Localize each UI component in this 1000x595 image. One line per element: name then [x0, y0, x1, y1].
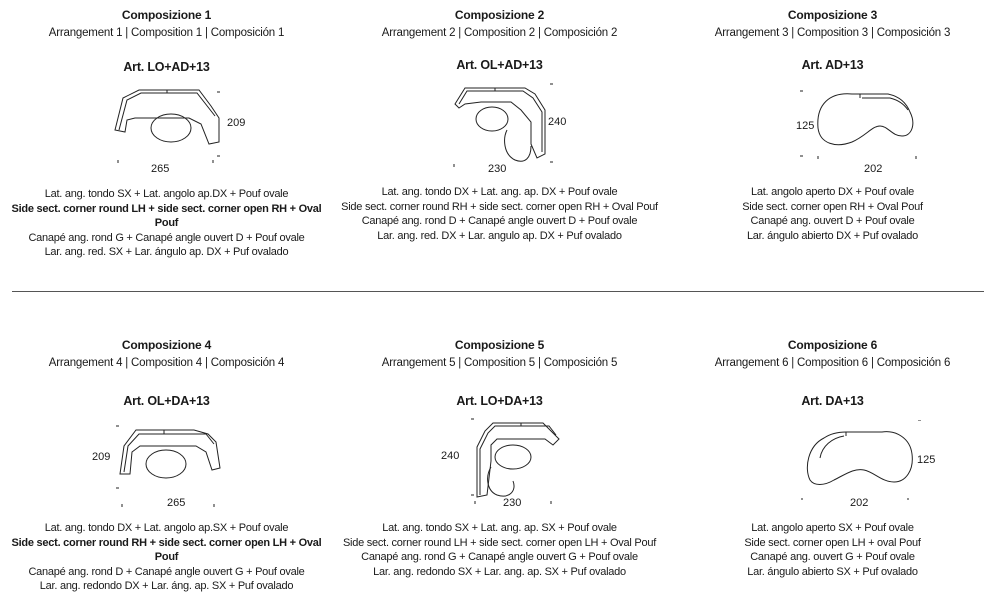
composition-title: Composizione 3	[787, 8, 878, 22]
description-line-es: Lar. ang. redondo SX + Lar. ang. ap. SX + Puf ovalado	[373, 565, 626, 578]
composition-subtitle: Arrangement 5 | Composition 5 | Composición 5	[381, 357, 618, 369]
article-code: Art. LO+AD+13	[123, 60, 210, 74]
description-line-it: Lat. angolo aperto SX + Pouf ovale	[751, 522, 914, 534]
description-line-es: Lar. ang. redondo DX + Lar. áng. ap. SX + Puf ovalado	[39, 580, 294, 592]
description	[666, 185, 999, 243]
sofa-drawing	[800, 420, 930, 500]
sofa-drawing	[463, 417, 573, 507]
description-line-it: Lat. ang. tondo DX + Lat. ang. ap. DX + Pouf ovale	[381, 186, 618, 198]
depth-dimension: 209	[92, 451, 111, 463]
width-dimension: 265	[167, 497, 186, 509]
description-line-es: Lar. ángulo abierto SX + Puf ovalado	[747, 565, 918, 578]
description-line-es: Lar. ángulo abierto DX + Puf ovalado	[746, 229, 919, 242]
description-line-fr: Canapé ang. ouvert D + Pouf ovale	[750, 215, 915, 227]
composition-title: Composizione 2	[454, 8, 545, 22]
composition-subtitle: Arrangement 1 | Composition 1 | Composición 1	[48, 27, 285, 39]
description-line-es: Lar. ang. red. SX + Lar. ángulo ap. DX + Puf ovalado	[44, 246, 289, 258]
description-line-it: Lat. ang. tondo SX + Lat. ang. ap. SX + Pouf ovale	[382, 522, 617, 534]
composition-subtitle: Arrangement 2 | Composition 2 | Composición 2	[381, 27, 618, 39]
description-line-it: Lat. angolo aperto DX + Pouf ovale	[750, 186, 915, 198]
width-dimension: 202	[864, 163, 883, 175]
description-line-en: Side sect. corner round RH + side sect. corner open RH + Oval Pouf	[341, 200, 658, 213]
composition-3	[666, 0, 999, 290]
width-dimension: 230	[488, 163, 507, 175]
composition-title: Composizione 5	[454, 338, 545, 352]
description-line-it: Lat. ang. tondo DX + Lat. angolo ap.SX + Pouf ovale	[44, 522, 289, 534]
description	[333, 521, 666, 579]
description-line-it: Lat. ang. tondo SX + Lat. angolo ap.DX + Pouf ovale	[44, 188, 289, 200]
description	[0, 521, 333, 594]
description	[333, 185, 666, 243]
depth-dimension: 125	[796, 120, 815, 132]
depth-dimension: 125	[917, 454, 936, 466]
composition-title: Composizione 4	[121, 338, 212, 352]
description-line-fr: Canapé ang. rond G + Canapé angle ouvert G + Pouf ovale	[361, 551, 638, 563]
description-line-fr: Canapé ang. ouvert G + Pouf ovale	[750, 551, 915, 563]
description-line-en: Side sect. corner round LH + side sect. corner open RH + Oval Pouf	[11, 202, 322, 229]
description-line-en: Side sect. corner round RH + side sect. corner open LH + Oval Pouf	[11, 536, 322, 563]
description	[666, 521, 999, 579]
composition-title: Composizione 1	[121, 8, 212, 22]
depth-dimension: 240	[548, 116, 567, 128]
width-dimension: 230	[503, 497, 522, 509]
article-code: Art. OL+AD+13	[456, 58, 543, 72]
description-line-fr: Canapé ang. rond G + Canapé angle ouvert D + Pouf ovale	[28, 231, 305, 244]
article-code: Art. LO+DA+13	[456, 394, 543, 408]
description-line-es: Lar. ang. red. DX + Lar. angulo ap. DX + Puf ovalado	[377, 229, 622, 242]
composition-subtitle: Arrangement 4 | Composition 4 | Composición 4	[48, 357, 285, 369]
description-line-en: Side sect. corner open RH + Oval Pouf	[742, 200, 923, 213]
sofa-drawing	[105, 84, 235, 172]
width-dimension: 265	[151, 163, 170, 175]
article-code: Art. DA+13	[801, 394, 864, 408]
row-divider	[12, 291, 984, 292]
composition-4	[0, 330, 333, 595]
depth-dimension: 240	[441, 450, 460, 462]
composition-title: Composizione 6	[787, 338, 878, 352]
sofa-drawing	[796, 84, 926, 164]
composition-1	[0, 0, 333, 290]
composition-subtitle: Arrangement 3 | Composition 3 | Composición 3	[714, 27, 951, 39]
composition-subtitle: Arrangement 6 | Composition 6 | Composición 6	[714, 357, 951, 369]
composition-2	[333, 0, 666, 290]
article-code: Art. AD+13	[801, 58, 864, 72]
width-dimension: 202	[850, 497, 869, 509]
composition-5	[333, 330, 666, 595]
description-line-fr: Canapé ang. rond D + Canapé angle ouvert D + Pouf ovale	[361, 215, 638, 227]
composition-6	[666, 330, 999, 595]
description-line-en: Side sect. corner open LH + oval Pouf	[744, 536, 921, 549]
sofa-drawing	[451, 82, 561, 172]
article-code: Art. OL+DA+13	[123, 394, 210, 408]
description-line-fr: Canapé ang. rond D + Canapé angle ouvert G + Pouf ovale	[28, 565, 305, 578]
description-line-en: Side sect. corner round LH + side sect. corner open LH + Oval Pouf	[342, 536, 657, 549]
description	[0, 187, 333, 260]
depth-dimension: 209	[227, 117, 246, 129]
